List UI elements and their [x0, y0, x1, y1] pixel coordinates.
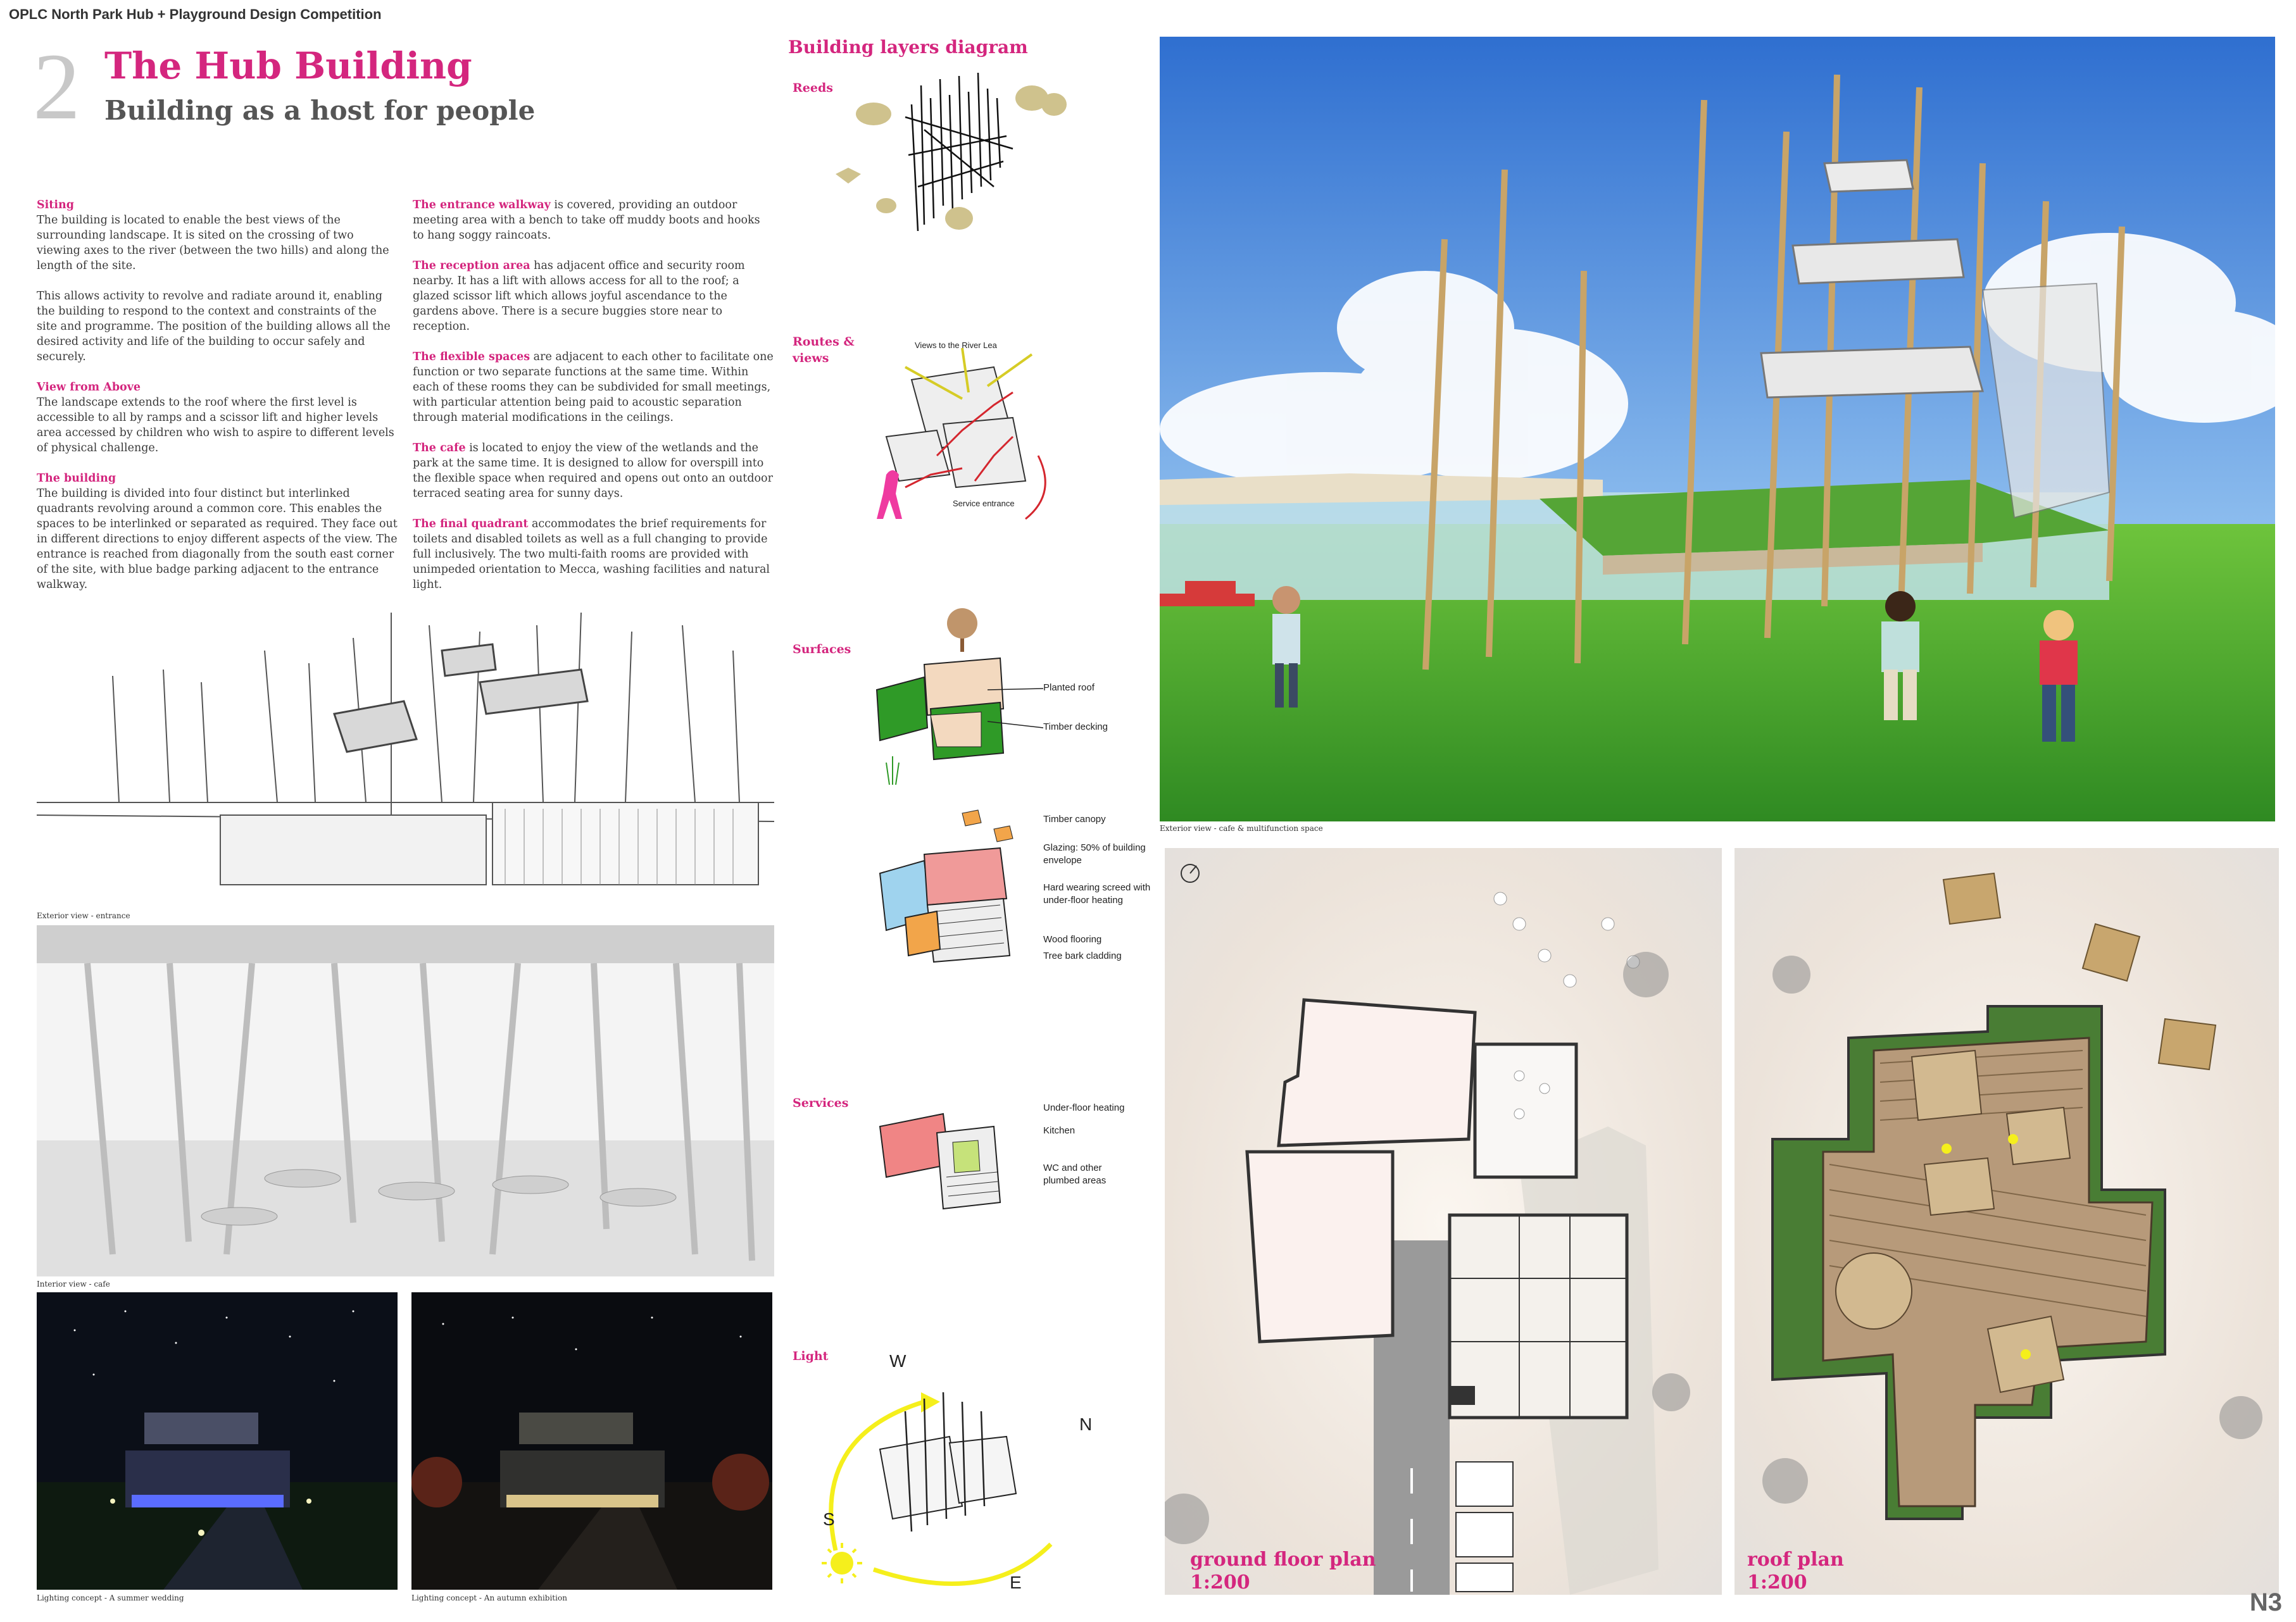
label-glazing: Glazing: 50% of building envelope — [1043, 842, 1146, 866]
para-flexible: are adjacent to each other to facilitate one function or two separate functions at the same time. Within each of these rooms they can be subdivided for small meetings, with particular attention being paid to acoustic separation through material modifications in the ceilings. — [413, 351, 774, 424]
lead-reception: The reception area — [413, 259, 530, 272]
interior-cafe-render — [37, 925, 774, 1276]
label-timber-decking: Timber decking — [1043, 721, 1108, 732]
section-number: 2 — [33, 34, 80, 139]
routes-views-label: Views to the River Lea — [915, 340, 997, 350]
text-column-right — [413, 197, 774, 608]
layer-label-services: Services — [793, 1096, 849, 1110]
lead-final-quadrant: The final quadrant — [413, 518, 529, 530]
para-activity: This allows activity to revolve and radiate around it, enabling the building to respond to the context and constraints of the site and programme. The position of the building allows all the desired activity and life of the building to occur safely and securely. — [37, 290, 391, 363]
para-final-quadrant: accommodates the brief requirements for toilets and disabled toilets as well as a full changing to provide full inclusively. The two multi-faith rooms are provided with unimpeded orientation to Mecca, washing facilities and natural light. — [413, 518, 770, 591]
ground-plan-title: ground floor plan — [1190, 1549, 1376, 1571]
label-wood-flooring: Wood flooring — [1043, 934, 1102, 945]
routes-views-diagram — [867, 329, 1101, 538]
label-wc-plumbed: WC and other plumbed areas — [1043, 1163, 1107, 1186]
compass-n: N — [1079, 1414, 1093, 1434]
lighting-autumn-exhibition-render — [411, 1292, 772, 1590]
light-diagram — [798, 1342, 1114, 1607]
text-column-left — [37, 197, 398, 608]
label-hard-screed: Hard wearing screed with under-floor heating — [1043, 882, 1151, 906]
para-reception: has adjacent office and security room nearby. It has a lift with allows access for all to the roof; a glazed scissor lift which allows joyful ascendance to the gardens above. There is a secure buggies store near to reception. — [413, 259, 745, 333]
surfaces-leader-lines — [988, 683, 1044, 734]
para-cafe: is located to enjoy the view of the wetlands and the park at the same time. It is designed to allow for overspill into the flexible space when required and opens out onto an outdoor terraced seating area for sunny days. — [413, 442, 773, 500]
lead-entrance: The entrance walkway — [413, 199, 551, 211]
compass-e: E — [1010, 1573, 1022, 1592]
compass-w: W — [889, 1351, 906, 1371]
para-entrance: is covered, providing an outdoor meeting area with a bench to take off muddy boots and hooks to hang soggy raincoats. — [413, 199, 760, 242]
label-kitchen: Kitchen — [1043, 1125, 1076, 1136]
ground-plan-scale: 1:200 — [1190, 1571, 1250, 1594]
roof-plan — [1735, 848, 2279, 1595]
label-tree-bark: Tree bark cladding — [1043, 951, 1122, 961]
para-the-building: The building is divided into four distinct but interlinked quadrants revolving around a common core. This enables the spaces to be interlinked or separated as required. They face out in different directions to enjoy different aspects of the view. The entrance is reached from diagonally from the south east corner of the site, with blue badge parking adjacent to the entrance walkway. — [37, 487, 398, 591]
label-timber-canopy: Timber canopy — [1043, 814, 1106, 825]
para-siting: The building is located to enable the best views of the surrounding landscape. It is sited on the crossing of two viewing axes to the river (between the two hills) and along the length of the site. — [37, 214, 389, 272]
label-underfloor-heating: Under-floor heating — [1043, 1102, 1125, 1113]
para-view-from-above: The landscape extends to the roof where the first level is accessible to all by ramps and a scissor lift and higher levels area accessed by children who wish to aspire to different levels of physical challenge. — [37, 396, 394, 454]
routes-service-label: Service entrance — [953, 499, 1015, 508]
services-diagram — [874, 1095, 1026, 1215]
competition-header: OPLC North Park Hub + Playground Design Competition — [9, 6, 382, 22]
compass-s: S — [823, 1509, 835, 1529]
roof-plan-scale: 1:200 — [1747, 1571, 1807, 1594]
heading-view-from-above: View from Above — [37, 381, 141, 394]
exterior-cafe-render — [1160, 37, 2275, 821]
layer-label-reeds: Reeds — [793, 81, 833, 95]
ground-floor-plan — [1165, 848, 1722, 1595]
heading-siting: Siting — [37, 199, 74, 211]
layer-label-surfaces: Surfaces — [793, 642, 851, 656]
caption-interior-cafe: Interior view - cafe — [37, 1280, 110, 1288]
exterior-entrance-sketch — [37, 613, 774, 891]
diagram-title: Building layers diagram — [788, 37, 1028, 58]
reeds-diagram — [823, 60, 1070, 240]
lead-cafe: The cafe — [413, 442, 466, 454]
heading-the-building: The building — [37, 472, 116, 485]
sheet-id: N3 — [2249, 1588, 2282, 1616]
layer-label-routes: Routes & views — [793, 335, 855, 365]
roof-plan-title: roof plan — [1747, 1549, 1844, 1571]
materials-diagram — [867, 804, 1051, 981]
page-subtitle: Building as a host for people — [104, 95, 536, 126]
lead-flexible: The flexible spaces — [413, 351, 530, 363]
caption-exterior-entrance: Exterior view - entrance — [37, 911, 130, 920]
caption-lighting-autumn: Lighting concept - An autumn exhibition — [411, 1594, 567, 1602]
label-planted-roof: Planted roof — [1043, 682, 1095, 693]
caption-exterior-cafe: Exterior view - cafe & multifunction space — [1160, 824, 1323, 833]
caption-lighting-wedding: Lighting concept - A summer wedding — [37, 1594, 184, 1602]
layer-label-light: Light — [793, 1349, 829, 1363]
lighting-summer-wedding-render — [37, 1292, 398, 1590]
page-title: The Hub Building — [104, 44, 472, 87]
